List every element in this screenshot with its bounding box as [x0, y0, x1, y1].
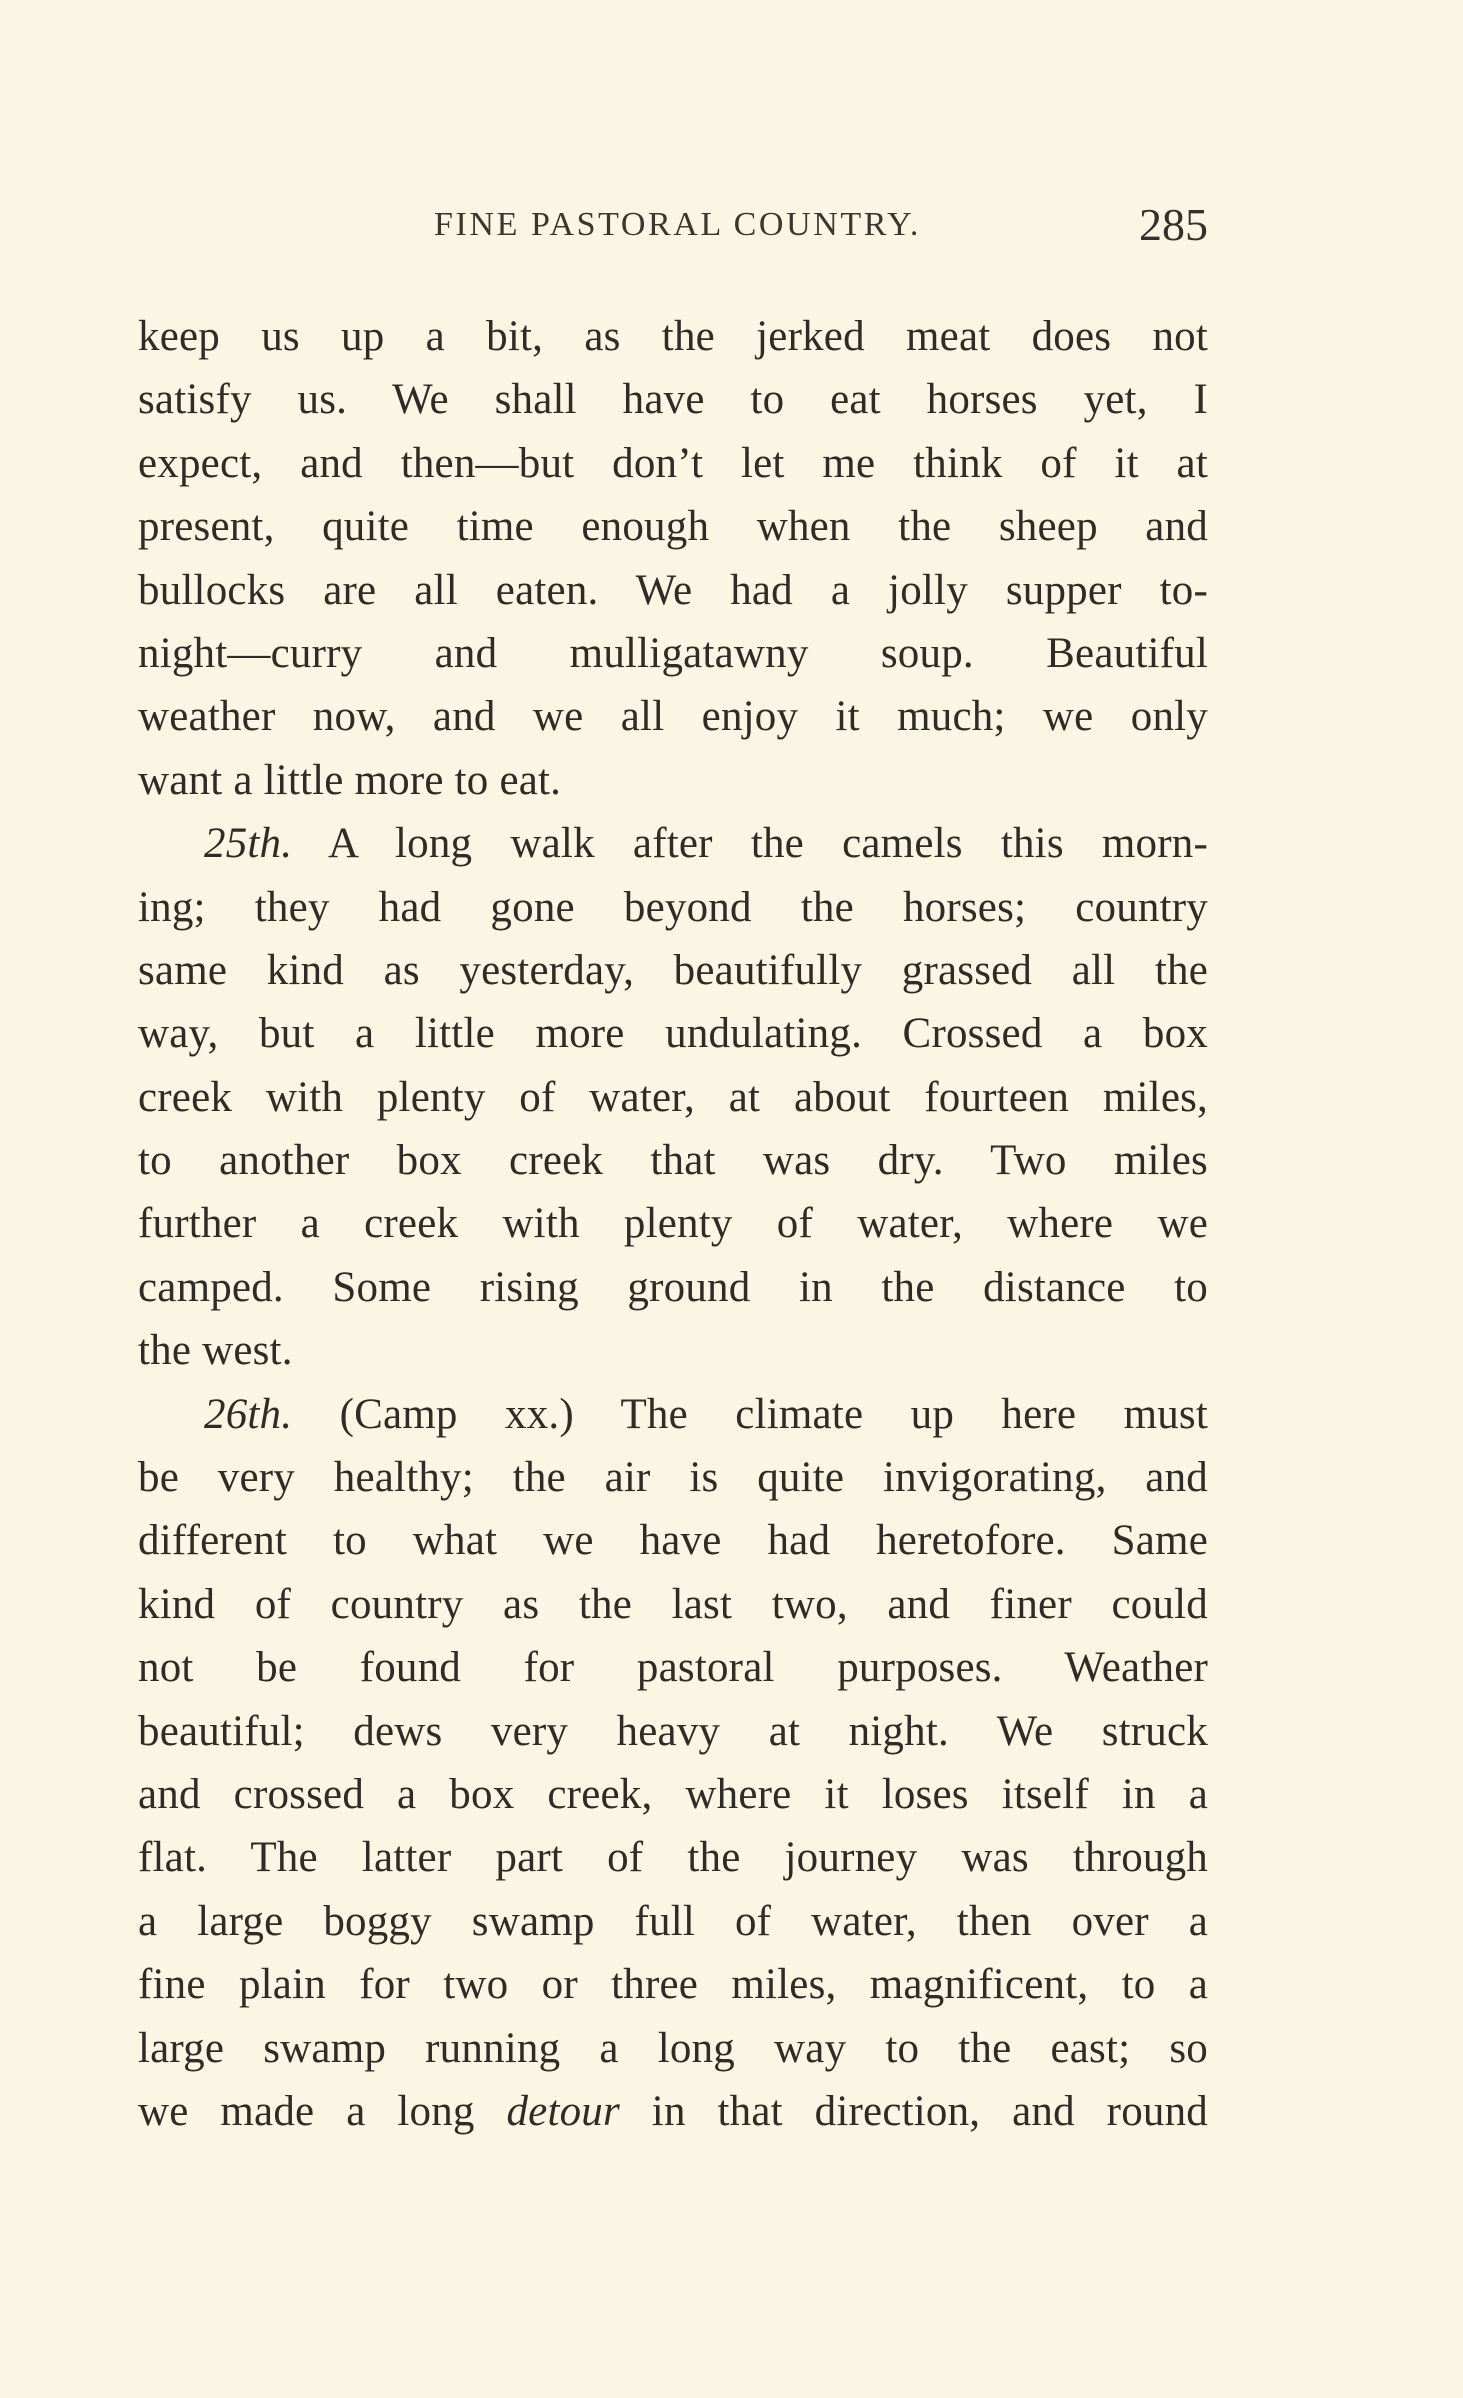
text-line: beautiful; dews very heavy at night. We struck [138, 1707, 1208, 1755]
text-line: and crossed a box creek, where it loses itself in a [138, 1770, 1208, 1818]
entry-date: 26th. [204, 1390, 293, 1438]
text-run: we made a long [138, 2087, 507, 2135]
text-line: way, but a little more undulating. Crossed a box [138, 1010, 1208, 1058]
text-line: ing; they had gone beyond the horses; country [138, 883, 1208, 931]
italic-word: detour [506, 2087, 620, 2135]
text-run: A long walk after the camels this morn- [292, 820, 1208, 868]
text-line: to another box creek that was dry. Two miles [138, 1137, 1208, 1185]
text-line: kind of country as the last two, and finer could [138, 1580, 1208, 1628]
text-line: be very healthy; the air is quite invigorating, and [138, 1454, 1208, 1502]
text-line: fine plain for two or three miles, magnificent, to a [138, 1961, 1208, 2009]
text-line: present, quite time enough when the sheep and [138, 503, 1208, 551]
text-run: (Camp xx.) The climate up here must [292, 1390, 1208, 1438]
running-title: FINE PASTORAL COUNTRY. [434, 206, 922, 243]
text-line: the west. [138, 1327, 293, 1375]
text-line: keep us up a bit, as the jerked meat does not [138, 313, 1208, 360]
text-line: same kind as yesterday, beautifully grassed all the [138, 946, 1208, 994]
text-line: expect, and then—but don’t let me think of it at [138, 439, 1208, 487]
body-text [138, 305, 1208, 2143]
text-line: bullocks are all eaten. We had a jolly supper to- [138, 566, 1208, 614]
text-line: want a little more to eat. [138, 756, 562, 804]
text-line [138, 812, 1208, 875]
text-line: weather now, and we all enjoy it much; we only [138, 693, 1208, 741]
text-line: large swamp running a long way to the east; so [138, 2024, 1208, 2072]
text-line: different to what we have had heretofore. Same [138, 1517, 1208, 1565]
text-line: night—curry and mulligatawny soup. Beautiful [138, 629, 1208, 677]
text-line: a large boggy swamp full of water, then over a [138, 1897, 1208, 1945]
page-number: 285 [1139, 199, 1208, 250]
text-line: not be found for pastoral purposes. Weather [138, 1644, 1208, 1692]
text-line: further a creek with plenty of water, where we [138, 1200, 1208, 1248]
text-line: satisfy us. We shall have to eat horses yet, I [138, 376, 1208, 424]
running-head [138, 196, 1208, 256]
text-run: in that direction, and round [619, 2087, 1208, 2135]
text-line: camped. Some rising ground in the distance to [138, 1263, 1208, 1311]
text-line [138, 1383, 1208, 1446]
text-line: creek with plenty of water, at about fourteen miles, [138, 1073, 1208, 1121]
text-line: flat. The latter part of the journey was through [138, 1834, 1208, 1882]
text-line [138, 2080, 1208, 2143]
entry-date: 25th. [204, 820, 293, 868]
